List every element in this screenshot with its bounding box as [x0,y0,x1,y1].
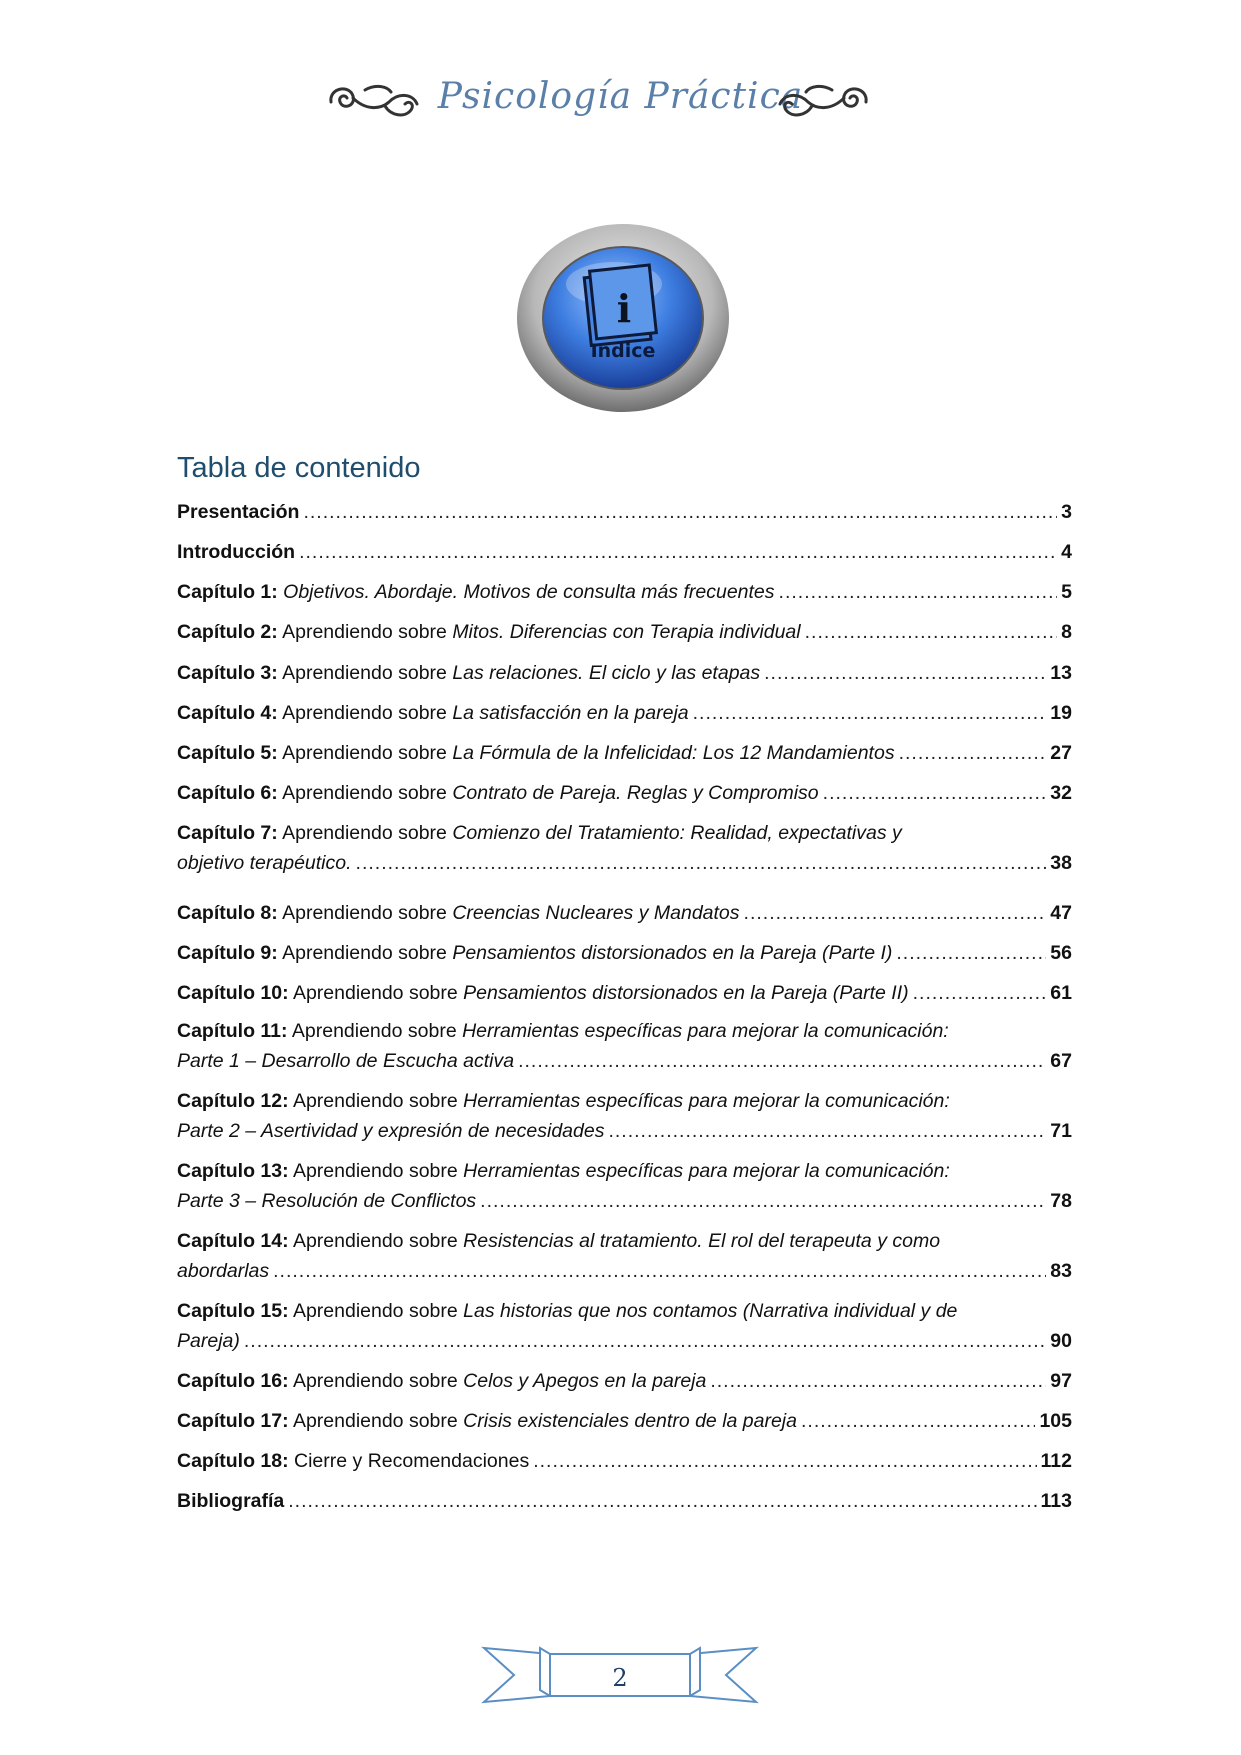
leader-dots [533,1446,1036,1476]
toc-entry-label: Capítulo 18: [177,1450,289,1472]
toc-entry-title-continued: Parte 1 – Desarrollo de Escucha activa [177,1050,515,1072]
toc-entry-prefix-text: Cierre y Recomendaciones [294,1450,530,1472]
toc-entry[interactable] [177,978,1072,1008]
logo-label: Indice [590,340,656,362]
toc-entry[interactable] [177,1086,1072,1146]
toc-entry-title: La Fórmula de la Infelicidad: Los 12 Mandamientos [452,742,895,764]
leader-dots [823,778,1047,808]
toc-entry-prefix-text: Aprendiendo sobre [282,902,447,924]
toc-entry-title: Herramientas específicas para mejorar la comunicación: [463,1090,950,1112]
toc-entry-label: Capítulo 10: [177,982,289,1004]
toc-entry-page-number: 90 [1050,1330,1072,1352]
toc-entry-title: Pensamientos distorsionados en la Pareja (Parte I) [452,942,893,964]
toc-entry[interactable] [177,497,1072,527]
leader-dots [299,537,1057,567]
toc-entry-label: Capítulo 12: [177,1090,289,1112]
toc-entry[interactable] [177,1406,1072,1436]
toc-entry-page-number: 4 [1061,541,1072,563]
toc-entry-prefix-text: Aprendiendo sobre [292,1300,458,1322]
toc-entry-title: Creencias Nucleares y Mandatos [452,902,740,924]
toc-entry-page-number: 38 [1050,852,1072,874]
toc-entry-title: Las historias que nos contamos (Narrativa individual y de [463,1300,958,1322]
toc-entry-page-number: 71 [1050,1120,1072,1142]
leader-dots [608,1116,1046,1146]
toc-entry-title: Comienzo del Tratamiento: Realidad, expectativas y [452,822,902,844]
toc-entry-label: Presentación [177,501,300,523]
toc-entry-page-number: 3 [1061,501,1072,523]
toc-entry-title: Objetivos. Abordaje. Motivos de consulta más frecuentes [283,581,775,603]
toc-entry-title: Mitos. Diferencias con Terapia individual [452,621,801,643]
toc-entry[interactable] [177,818,1072,878]
toc-title: Tabla de contenido [177,452,421,484]
toc-entry-label: Capítulo 1: [177,581,278,603]
toc-entry-page-number: 13 [1050,662,1072,684]
logo-letter: i [616,286,632,331]
toc-entry-prefix-text: Aprendiendo sobre [292,1090,458,1112]
leader-dots [480,1186,1046,1216]
leader-dots [303,497,1057,527]
toc-entry-prefix-text: Aprendiendo sobre [292,1160,458,1182]
toc-entry-page-number: 8 [1061,621,1072,643]
toc-entry-title-continued: objetivo terapéutico. [177,852,352,874]
toc-entry-label: Introducción [177,541,296,563]
toc-entry-title: Herramientas específicas para mejorar la comunicación: [462,1020,949,1042]
toc-entry-label: Capítulo 7: [177,822,278,844]
toc-entry[interactable] [177,577,1072,607]
leader-dots [801,1406,1035,1436]
leader-dots [244,1326,1046,1356]
toc-entry-page-number: 61 [1050,982,1072,1004]
page-footer [480,1640,760,1710]
toc-entry-label: Capítulo 5: [177,742,278,764]
toc-entry-page-number: 112 [1040,1450,1072,1472]
toc-entry-page-number: 105 [1039,1410,1072,1432]
toc-entry[interactable] [177,698,1072,728]
toc-entry-title: Pensamientos distorsionados en la Pareja (Parte II) [463,982,909,1004]
toc-entry-label: Capítulo 3: [177,662,278,684]
toc-entry-label: Capítulo 16: [177,1370,289,1392]
toc-entry-title-continued: Parte 2 – Asertividad y expresión de necesidades [177,1120,605,1142]
page-number: 2 [612,1664,628,1692]
toc-entry-page-number: 67 [1050,1050,1072,1072]
toc-entry-title: Celos y Apegos en la pareja [463,1370,707,1392]
leader-dots [899,738,1047,768]
toc-entry[interactable] [177,1486,1072,1516]
toc-entry-label: Capítulo 15: [177,1300,289,1322]
toc-entry-page-number: 83 [1050,1260,1072,1282]
toc-entry-prefix-text: Aprendiendo sobre [282,822,447,844]
toc-entry[interactable] [177,1016,1072,1076]
leader-dots [273,1256,1046,1286]
toc-entry-prefix-text: Aprendiendo sobre [292,982,458,1004]
index-logo-icon [514,222,732,414]
toc-entry-label: Capítulo 2: [177,621,278,643]
toc-entry-title-continued: Parte 3 – Resolución de Conflictos [177,1190,477,1212]
toc-entry-title-continued: Pareja) [177,1330,240,1352]
toc-entry-page-number: 19 [1050,702,1072,724]
leader-dots [744,898,1047,928]
toc-entry-label: Capítulo 13: [177,1160,289,1182]
leader-dots [288,1486,1036,1516]
leader-dots [518,1046,1046,1076]
leader-dots [693,698,1047,728]
leader-dots [356,848,1047,878]
toc-entry-label: Capítulo 4: [177,702,278,724]
toc-entry-title: La satisfacción en la pareja [452,702,689,724]
toc-entry-page-number: 47 [1050,902,1072,924]
toc-entry-page-number: 32 [1050,782,1072,804]
toc-entry-title: Crisis existenciales dentro de la pareja [463,1410,797,1432]
toc-entry-label: Bibliografía [177,1490,285,1512]
toc-entry-page-number: 78 [1050,1190,1072,1212]
toc-entry-title: Resistencias al tratamiento. El rol del terapeuta y como [463,1230,941,1252]
toc-entry[interactable] [177,537,1072,567]
toc-entry-page-number: 5 [1061,581,1072,603]
toc-entry-label: Capítulo 6: [177,782,278,804]
toc-entry-page-number: 27 [1050,742,1072,764]
toc-entry[interactable] [177,617,1072,647]
toc-entry-label: Capítulo 17: [177,1410,289,1432]
toc-entry[interactable] [177,1296,1072,1356]
toc-entry-prefix-text: Aprendiendo sobre [282,702,447,724]
toc-entry-title: Las relaciones. El ciclo y las etapas [452,662,761,684]
leader-dots [913,978,1047,1008]
leader-dots [764,658,1046,688]
toc-entry[interactable] [177,738,1072,768]
leader-dots [710,1366,1046,1396]
toc-entry[interactable] [177,658,1072,688]
page-header [0,70,1241,140]
toc-entry[interactable] [177,1156,1072,1216]
toc-entry-prefix-text: Aprendiendo sobre [282,662,447,684]
toc-entry-label: Capítulo 11: [177,1020,288,1042]
toc-entry-prefix-text: Aprendiendo sobre [292,1410,458,1432]
toc-entry-page-number: 113 [1040,1490,1072,1512]
toc-entry-prefix-text: Aprendiendo sobre [282,742,447,764]
toc-entry-prefix-text: Aprendiendo sobre [282,782,447,804]
toc-entry-prefix-text: Aprendiendo sobre [282,621,447,643]
toc-entry-page-number: 97 [1050,1370,1072,1392]
toc-entry[interactable] [177,898,1072,928]
toc-entry-label: Capítulo 14: [177,1230,289,1252]
toc-entry-prefix-text: Aprendiendo sobre [291,1020,457,1042]
toc-entry-title: Contrato de Pareja. Reglas y Compromiso [452,782,819,804]
toc-entry[interactable] [177,778,1072,808]
leader-dots [779,577,1058,607]
toc-entry[interactable] [177,938,1072,968]
header-title: Psicología Práctica [437,76,804,117]
leader-dots [805,617,1058,647]
toc-entry[interactable] [177,1446,1072,1476]
toc-entry-prefix-text: Aprendiendo sobre [282,942,447,964]
toc-entry[interactable] [177,1366,1072,1396]
toc-entry-label: Capítulo 9: [177,942,278,964]
toc-entry-prefix-text: Aprendiendo sobre [292,1230,458,1252]
toc-entry-label: Capítulo 8: [177,902,278,924]
toc-entry-title-continued: abordarlas [177,1260,270,1282]
leader-dots [896,938,1046,968]
toc-entry-title: Herramientas específicas para mejorar la comunicación: [463,1160,950,1182]
flourish-ornament-icon [772,76,872,126]
toc-entry[interactable] [177,1226,1072,1286]
toc-entry-prefix-text: Aprendiendo sobre [292,1370,458,1392]
toc-entry-page-number: 56 [1050,942,1072,964]
